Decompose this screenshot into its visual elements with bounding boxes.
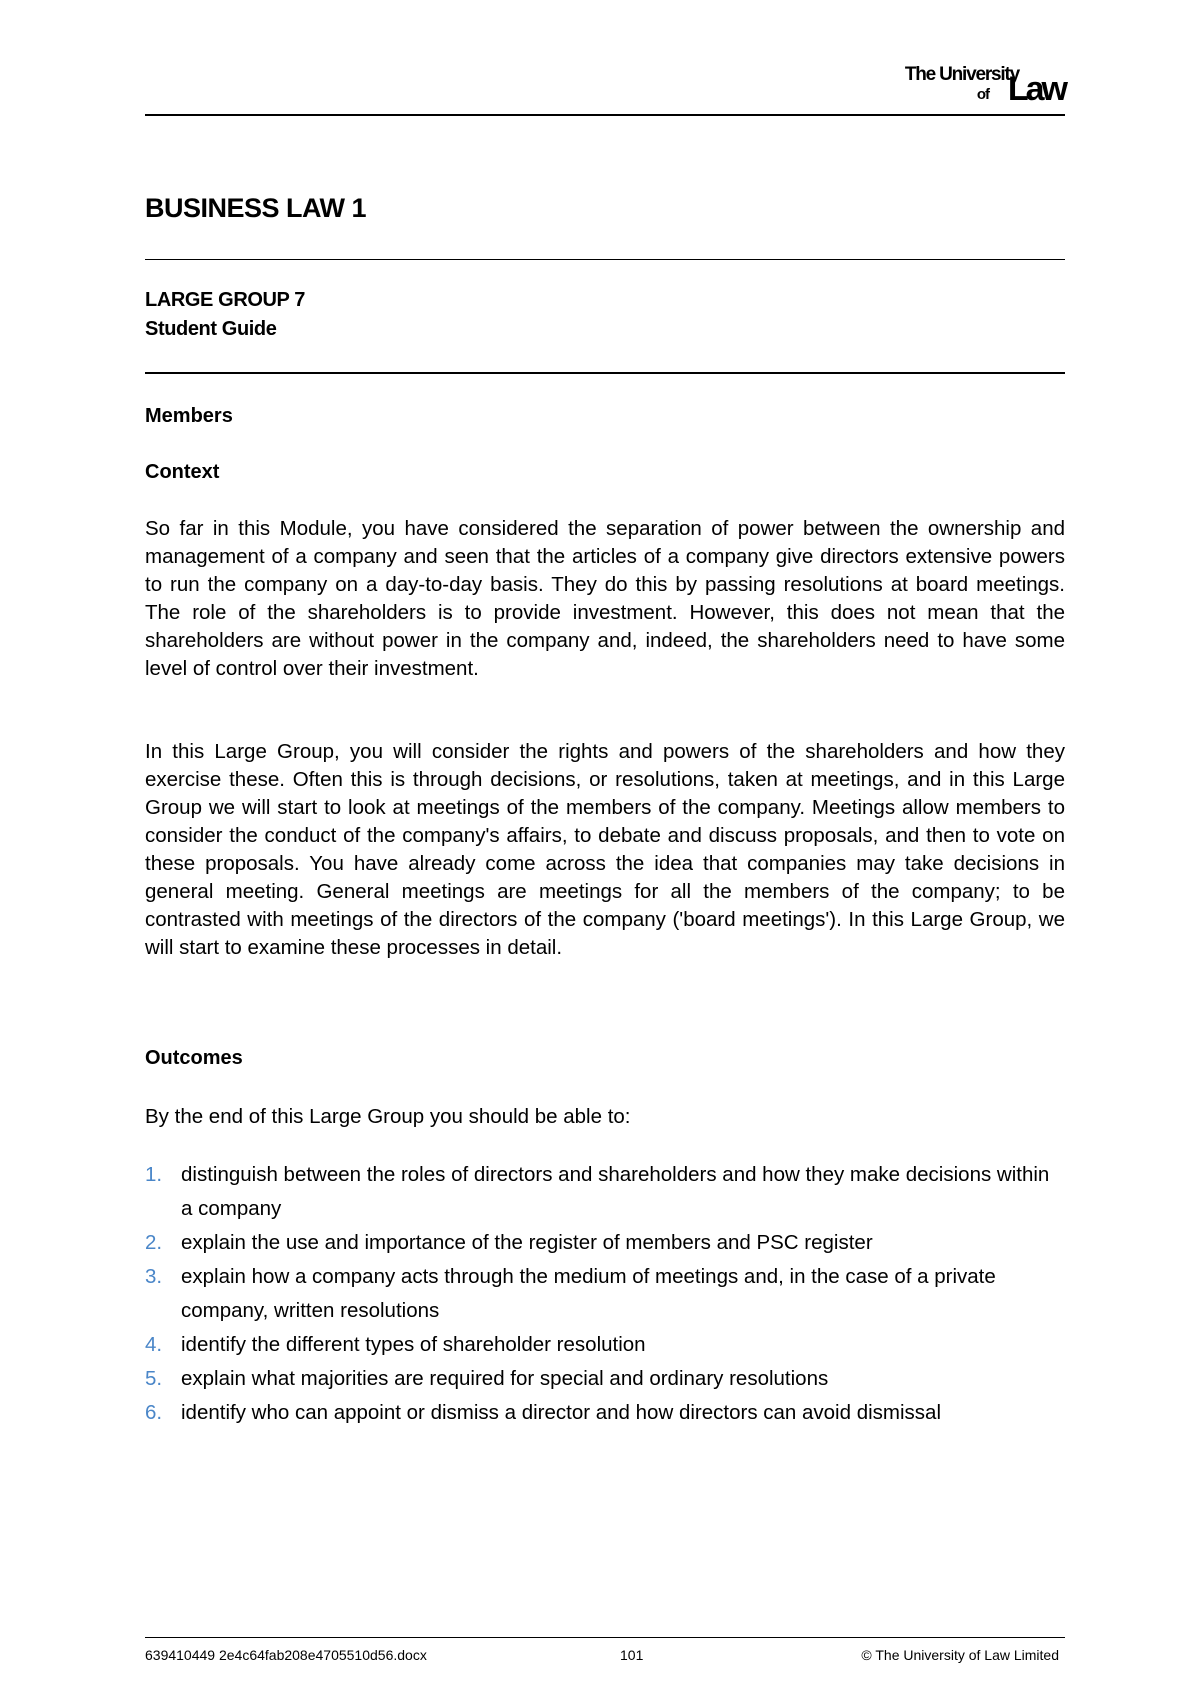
header-rule [145, 114, 1065, 116]
footer-copyright: © The University of Law Limited [861, 1647, 1059, 1663]
section-heading-outcomes: Outcomes [145, 1047, 243, 1069]
section-heading-context: Context [145, 461, 220, 483]
document-page [145, 0, 1065, 1698]
university-logo [855, 62, 1065, 106]
outcome-text: explain what majorities are required for special and ordinary resolutions [181, 1367, 829, 1390]
outcome-item [145, 1260, 1065, 1328]
context-paragraph-1: So far in this Module, you have considered the separation of power between the ownership and management of a company and seen that the articles of a company give directors extensive powers to run the company on a day-to-day basis. They do this by passing resolutions at board meetings. The role of the shareholders is to provide investment. However, this does not mean that the shareholders are without power in the company and, indeed, the shareholders need to have some level of control over their investment. [145, 517, 1065, 680]
outcome-text: distinguish between the roles of directors and shareholders and how they make decisions within a company [181, 1163, 1050, 1220]
subtitle-rule [145, 372, 1065, 374]
outcome-item [145, 1362, 1065, 1396]
outcome-text: explain how a company acts through the medium of meetings and, in the case of a private company, written resolutions [181, 1265, 996, 1322]
outcome-item [145, 1396, 1065, 1430]
subtitle-group: LARGE GROUP 7 [145, 289, 306, 311]
logo-line1: The University [904, 64, 1019, 85]
footer-page-number: 101 [620, 1647, 644, 1663]
outcome-number: 5. [145, 1367, 163, 1390]
footer-filename: 639410449 2e4c64fab208e4705510d56.docx [145, 1647, 427, 1663]
outcome-item [145, 1158, 1065, 1226]
logo-mark: Law [1007, 70, 1065, 108]
document-title: BUSINESS LAW 1 [145, 193, 367, 223]
outcome-item [145, 1226, 1065, 1260]
outcome-text: identify who can appoint or dismiss a director and how directors can avoid dismissal [181, 1401, 942, 1424]
outcome-item [145, 1328, 1065, 1362]
outcome-number: 6. [145, 1401, 163, 1424]
outcomes-list [145, 1158, 1065, 1430]
footer-rule [145, 1637, 1065, 1638]
outcome-text: explain the use and importance of the register of members and PSC register [181, 1231, 873, 1254]
outcome-number: 3. [145, 1265, 163, 1288]
outcomes-intro: By the end of this Large Group you should be able to: [145, 1105, 631, 1128]
title-rule [145, 259, 1065, 260]
outcome-number: 4. [145, 1333, 163, 1356]
context-paragraph-2: In this Large Group, you will consider the rights and powers of the shareholders and how they exercise these. Often this is through decisions, or resolutions, taken at meetings, and in this Large Group we will start to look at meetings of the members of the company. Meetings allow members to consider the conduct of the company's affairs, to debate and discuss proposals, and then to vote on these proposals. You have already come across the idea that companies may take decisions in general meeting. General meetings are meetings for all the members of the company; to be contrasted with meetings of the directors of the company ('board meetings'). In this Large Group, we will start to examine these processes in detail. [145, 740, 1065, 959]
section-heading-members: Members [145, 405, 233, 427]
subtitle-guide: Student Guide [145, 318, 277, 340]
outcome-text: identify the different types of shareholder resolution [181, 1333, 646, 1356]
outcome-number: 1. [145, 1163, 163, 1186]
logo-line2: of [976, 86, 989, 103]
outcome-number: 2. [145, 1231, 163, 1254]
